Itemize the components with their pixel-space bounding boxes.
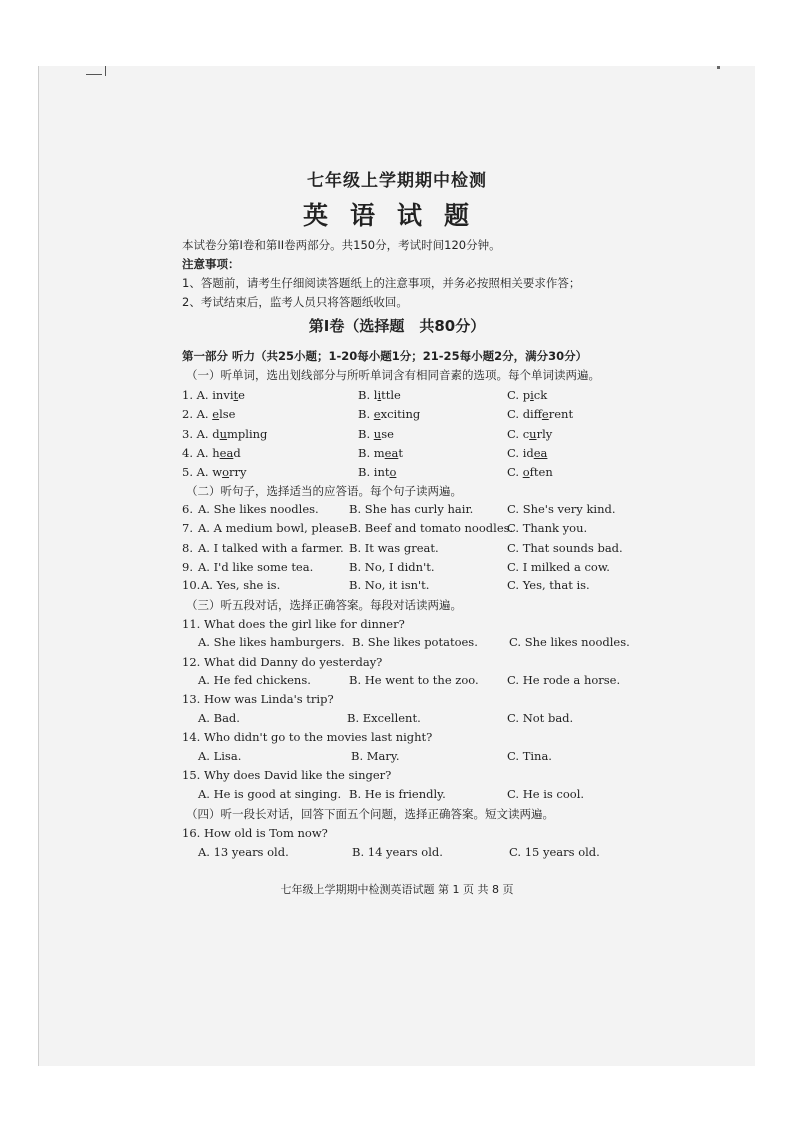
option-c: C. I milked a cow. bbox=[507, 560, 610, 574]
option-c: C. He rode a horse. bbox=[507, 673, 621, 687]
question-row bbox=[0, 407, 794, 425]
question-row bbox=[0, 635, 794, 653]
question-row bbox=[0, 465, 794, 483]
section-instruction-1: （一）听单词，选出划线部分与所听单词含有相同音素的选项。每个单词读两遍。 bbox=[186, 368, 600, 382]
option-b: B. Excellent. bbox=[347, 711, 421, 725]
option-a: A. She likes hamburgers. bbox=[198, 635, 345, 649]
notice-item-2: 2、考试结束后，监考人员只将答题纸收回。 bbox=[182, 295, 408, 309]
option-a: A. He is good at singing. bbox=[198, 787, 342, 801]
question-row bbox=[0, 388, 794, 406]
option-b: B. No, it isn't. bbox=[349, 578, 430, 592]
page-footer: 七年级上学期期中检测英语试题 第 1 页 共 8 页 bbox=[280, 883, 514, 896]
option-b: B. use bbox=[358, 427, 394, 441]
question-row bbox=[0, 541, 794, 559]
question-row bbox=[0, 446, 794, 464]
option-a: A. Yes, she is. bbox=[201, 578, 281, 592]
question-stem: 11. What does the girl like for dinner? bbox=[182, 617, 405, 631]
option-a: A. I'd like some tea. bbox=[198, 560, 314, 574]
question-row bbox=[0, 673, 794, 691]
question-stem: 15. Why does David like the singer? bbox=[182, 768, 392, 782]
option-b: B. meat bbox=[358, 446, 403, 460]
option-c: C. That sounds bad. bbox=[507, 541, 623, 555]
exam-title: 七年级上学期期中检测 bbox=[307, 171, 487, 191]
section-instruction-4: （四）听一段长对话，回答下面五个问题，选择正确答案。短文读两遍。 bbox=[186, 807, 554, 821]
option-b: B. She likes potatoes. bbox=[352, 635, 478, 649]
option-b: B. It was great. bbox=[349, 541, 439, 555]
question-number: 8. bbox=[182, 541, 193, 555]
question-number: 9. bbox=[182, 560, 193, 574]
notice-label: 注意事项： bbox=[182, 257, 240, 271]
question-row bbox=[0, 787, 794, 805]
question-row bbox=[0, 711, 794, 729]
option-c: C. often bbox=[507, 465, 553, 479]
question-number: 6. bbox=[182, 502, 193, 516]
option-a: A. 13 years old. bbox=[198, 845, 289, 859]
option-b: B. No, I didn't. bbox=[349, 560, 435, 574]
question-row bbox=[0, 845, 794, 863]
option-c: C. Thank you. bbox=[507, 521, 588, 535]
option-c: C. He is cool. bbox=[507, 787, 585, 801]
option-c: C. She's very kind. bbox=[507, 502, 616, 516]
section-instruction-3: （三）听五段对话，选择正确答案。每段对话读两遍。 bbox=[186, 598, 462, 612]
question-stem: 14. Who didn't go to the movies last night? bbox=[182, 730, 433, 744]
option-c: C. She likes noodles. bbox=[509, 635, 630, 649]
question-row bbox=[0, 560, 794, 578]
option-b: B. He went to the zoo. bbox=[349, 673, 479, 687]
option-b: B. little bbox=[358, 388, 401, 402]
part-heading: 第一部分 听力（共25小题；1-20每小题1分；21-25每小题2分，满分30分） bbox=[182, 349, 588, 363]
question-number: 7. bbox=[182, 521, 193, 535]
option-c: C. curly bbox=[507, 427, 553, 441]
question-row bbox=[0, 749, 794, 767]
question-row bbox=[0, 502, 794, 520]
option-a: 1. A. invite bbox=[182, 388, 245, 402]
question-row bbox=[0, 521, 794, 539]
option-b: B. She has curly hair. bbox=[349, 502, 474, 516]
option-c: C. pick bbox=[507, 388, 548, 402]
option-c: C. Yes, that is. bbox=[507, 578, 590, 592]
option-b: B. into bbox=[358, 465, 397, 479]
option-a: A. I talked with a farmer. bbox=[198, 541, 344, 555]
question-number: 10. bbox=[182, 578, 201, 592]
option-c: C. different bbox=[507, 407, 574, 421]
question-stem: 13. How was Linda's trip? bbox=[182, 692, 334, 706]
option-a: A. Lisa. bbox=[198, 749, 242, 763]
option-a: A. Bad. bbox=[198, 711, 240, 725]
option-b: B. 14 years old. bbox=[352, 845, 443, 859]
section-instruction-2: （二）听句子，选择适当的应答语。每个句子读两遍。 bbox=[186, 484, 462, 498]
option-a: A. She likes noodles. bbox=[198, 502, 319, 516]
option-b: B. exciting bbox=[358, 407, 421, 421]
option-c: C. 15 years old. bbox=[509, 845, 600, 859]
notice-item-1: 1、答题前，请考生仔细阅读答题纸上的注意事项，并务必按照相关要求作答； bbox=[182, 276, 581, 290]
subject-title: 英语试题 bbox=[302, 201, 491, 230]
option-b: B. Mary. bbox=[351, 749, 400, 763]
option-a: 4. A. head bbox=[182, 446, 241, 460]
option-a: 5. A. worry bbox=[182, 465, 247, 479]
option-b: B. Beef and tomato noodles. bbox=[349, 521, 514, 535]
option-a: 3. A. dumpling bbox=[182, 427, 268, 441]
intro-line: 本试卷分第I卷和第II卷两部分。共150分，考试时间120分钟。 bbox=[182, 238, 501, 252]
option-c: C. Not bad. bbox=[507, 711, 574, 725]
question-stem: 16. How old is Tom now? bbox=[182, 826, 328, 840]
question-row bbox=[0, 578, 794, 596]
option-c: C. idea bbox=[507, 446, 548, 460]
option-a: A. A medium bowl, please. bbox=[198, 521, 353, 535]
question-stem: 12. What did Danny do yesterday? bbox=[182, 655, 383, 669]
option-c: C. Tina. bbox=[507, 749, 552, 763]
volume-title: 第I卷（选择题 共80分） bbox=[308, 317, 486, 335]
option-a: 2. A. else bbox=[182, 407, 236, 421]
option-b: B. He is friendly. bbox=[349, 787, 446, 801]
option-a: A. He fed chickens. bbox=[198, 673, 311, 687]
question-row bbox=[0, 427, 794, 445]
